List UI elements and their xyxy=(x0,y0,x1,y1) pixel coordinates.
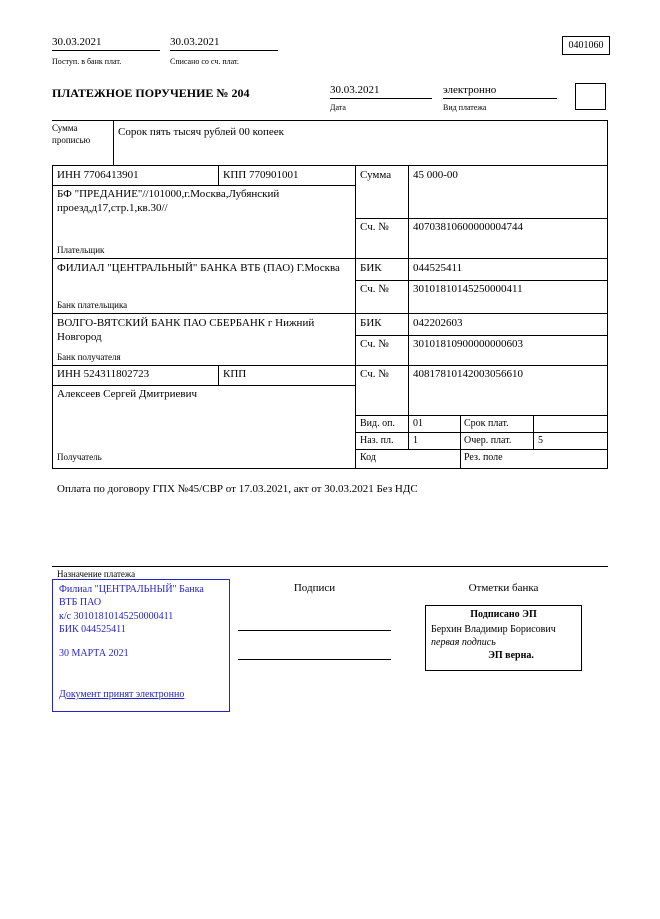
vid-op-label: Вид. оп. xyxy=(360,418,395,429)
payer-account: 40703810600000004744 xyxy=(413,221,523,233)
payer-bank-section-label: Банк плательщика xyxy=(57,300,128,310)
grid-line xyxy=(52,385,356,386)
grid-line xyxy=(52,313,608,314)
esignature-box xyxy=(425,605,582,671)
payer-bank-name: ФИЛИАЛ "ЦЕНТРАЛЬНЫЙ" БАНКА ВТБ (ПАО) Г.Москва xyxy=(57,262,340,274)
naz-pl-label: Наз. пл. xyxy=(360,435,394,446)
srok-plat-label: Срок плат. xyxy=(464,418,509,429)
grid-line xyxy=(355,335,608,336)
receipt-date-label: Поступ. в банк плат. xyxy=(52,57,122,66)
payee-bank-bik: 042202603 xyxy=(413,317,463,329)
bik-label: БИК xyxy=(360,317,382,329)
grid-line xyxy=(52,566,608,567)
grid-line xyxy=(52,165,608,166)
stamp-footer: Документ принят электронно xyxy=(59,689,185,700)
payer-section-label: Плательщик xyxy=(57,245,105,255)
purpose-label: Назначение платежа xyxy=(57,569,136,579)
kod-label: Код xyxy=(360,452,376,463)
debit-date-field: 30.03.2021 xyxy=(170,36,278,51)
grid-line xyxy=(52,120,608,121)
esign-signer: Берхин Владимир Борисович xyxy=(431,624,556,635)
grid-line xyxy=(52,365,608,366)
grid-line xyxy=(533,415,534,449)
ocher-plat-label: Очер. плат. xyxy=(464,435,512,446)
debit-date-label: Списано со сч. плат. xyxy=(170,57,239,66)
stamp-bank-name-line1: Филиал "ЦЕНТРАЛЬНЫЙ" Банка xyxy=(59,584,204,595)
bank-marks-label: Отметки банка xyxy=(468,582,539,594)
payer-inn: ИНН 7706413901 xyxy=(57,169,139,181)
payee-kpp-label: КПП xyxy=(223,368,247,380)
signature-line xyxy=(238,659,391,660)
payee-bank-name: ВОЛГО-ВЯТСКИЙ БАНК ПАО СБЕРБАНК г Нижний Новгород xyxy=(57,317,315,343)
vid-op-value: 01 xyxy=(413,418,423,429)
sum-label: Сумма xyxy=(360,169,392,181)
sum-value: 45 000-00 xyxy=(413,169,458,181)
receipt-date-field: 30.03.2021 xyxy=(52,36,160,51)
esign-title: Подписано ЭП xyxy=(470,609,537,620)
payer-name: БФ "ПРЕДАНИЕ"//101000,г.Москва,Лубянский проезд,д17,стр.1,кв.30// xyxy=(57,188,280,214)
account-label: Сч. № xyxy=(360,221,389,233)
payer-kpp: КПП 770901001 xyxy=(223,169,299,181)
form-reserve-box xyxy=(575,83,606,110)
account-label: Сч. № xyxy=(360,338,389,350)
payee-inn: ИНН 524311802723 xyxy=(57,368,150,380)
grid-line xyxy=(460,415,461,468)
payee-name: Алексеев Сергей Дмитриевич xyxy=(57,388,198,400)
amount-words-label: Сумма прописью xyxy=(52,123,91,145)
naz-pl-value: 1 xyxy=(413,435,418,446)
payer-bank-bik: 044525411 xyxy=(413,262,463,274)
esign-signature-type: первая подпись xyxy=(431,637,496,648)
payee-account: 40817810142003056610 xyxy=(413,368,523,380)
payee-bank-account: 30101810900000000603 xyxy=(413,338,523,350)
signatures-label: Подписи xyxy=(293,582,336,594)
payee-bank-section-label: Банк получателя xyxy=(57,352,121,362)
stamp-bank-name-line2: ВТБ ПАО xyxy=(59,597,102,608)
payment-kind-label: Вид платежа xyxy=(443,103,487,112)
bik-label: БИК xyxy=(360,262,382,274)
grid-line xyxy=(52,185,356,186)
grid-line xyxy=(355,280,608,281)
grid-line xyxy=(355,432,608,433)
rez-pole-label: Рез. поле xyxy=(464,452,503,463)
stamp-date: 30 МАРТА 2021 xyxy=(59,648,129,659)
purpose-text: Оплата по договору ГПХ №45/СВР от 17.03.2021, акт от 30.03.2021 Без НДС xyxy=(57,483,418,495)
form-code-box: 0401060 xyxy=(562,36,610,55)
account-label: Сч. № xyxy=(360,283,389,295)
grid-line xyxy=(52,258,608,259)
grid-line xyxy=(355,449,608,450)
bank-acceptance-stamp xyxy=(52,579,230,712)
grid-line xyxy=(355,415,608,416)
grid-line xyxy=(113,120,114,165)
grid-line xyxy=(218,165,219,185)
grid-line xyxy=(408,165,409,449)
ocher-plat-value: 5 xyxy=(538,435,543,446)
account-label: Сч. № xyxy=(360,368,389,380)
amount-words-value: Сорок пять тысяч рублей 00 копеек xyxy=(118,126,284,138)
document-date-field: 30.03.2021 xyxy=(330,84,432,99)
grid-line xyxy=(355,218,608,219)
grid-line xyxy=(52,165,53,468)
document-date-label: Дата xyxy=(330,103,346,112)
grid-line xyxy=(355,165,356,468)
payer-bank-account: 30101810145250000411 xyxy=(413,283,523,295)
payment-kind-field: электронно xyxy=(443,84,557,99)
signature-line xyxy=(238,630,391,631)
payee-section-label: Получатель xyxy=(57,452,102,462)
grid-line xyxy=(218,365,219,385)
grid-line xyxy=(607,120,608,468)
stamp-corr-account: к/с 30101810145250000411 xyxy=(59,611,174,622)
document-title: ПЛАТЕЖНОЕ ПОРУЧЕНИЕ № 204 xyxy=(52,86,250,100)
stamp-bik: БИК 044525411 xyxy=(59,624,126,635)
grid-line xyxy=(52,468,608,469)
esign-verified: ЭП верна. xyxy=(488,650,534,661)
